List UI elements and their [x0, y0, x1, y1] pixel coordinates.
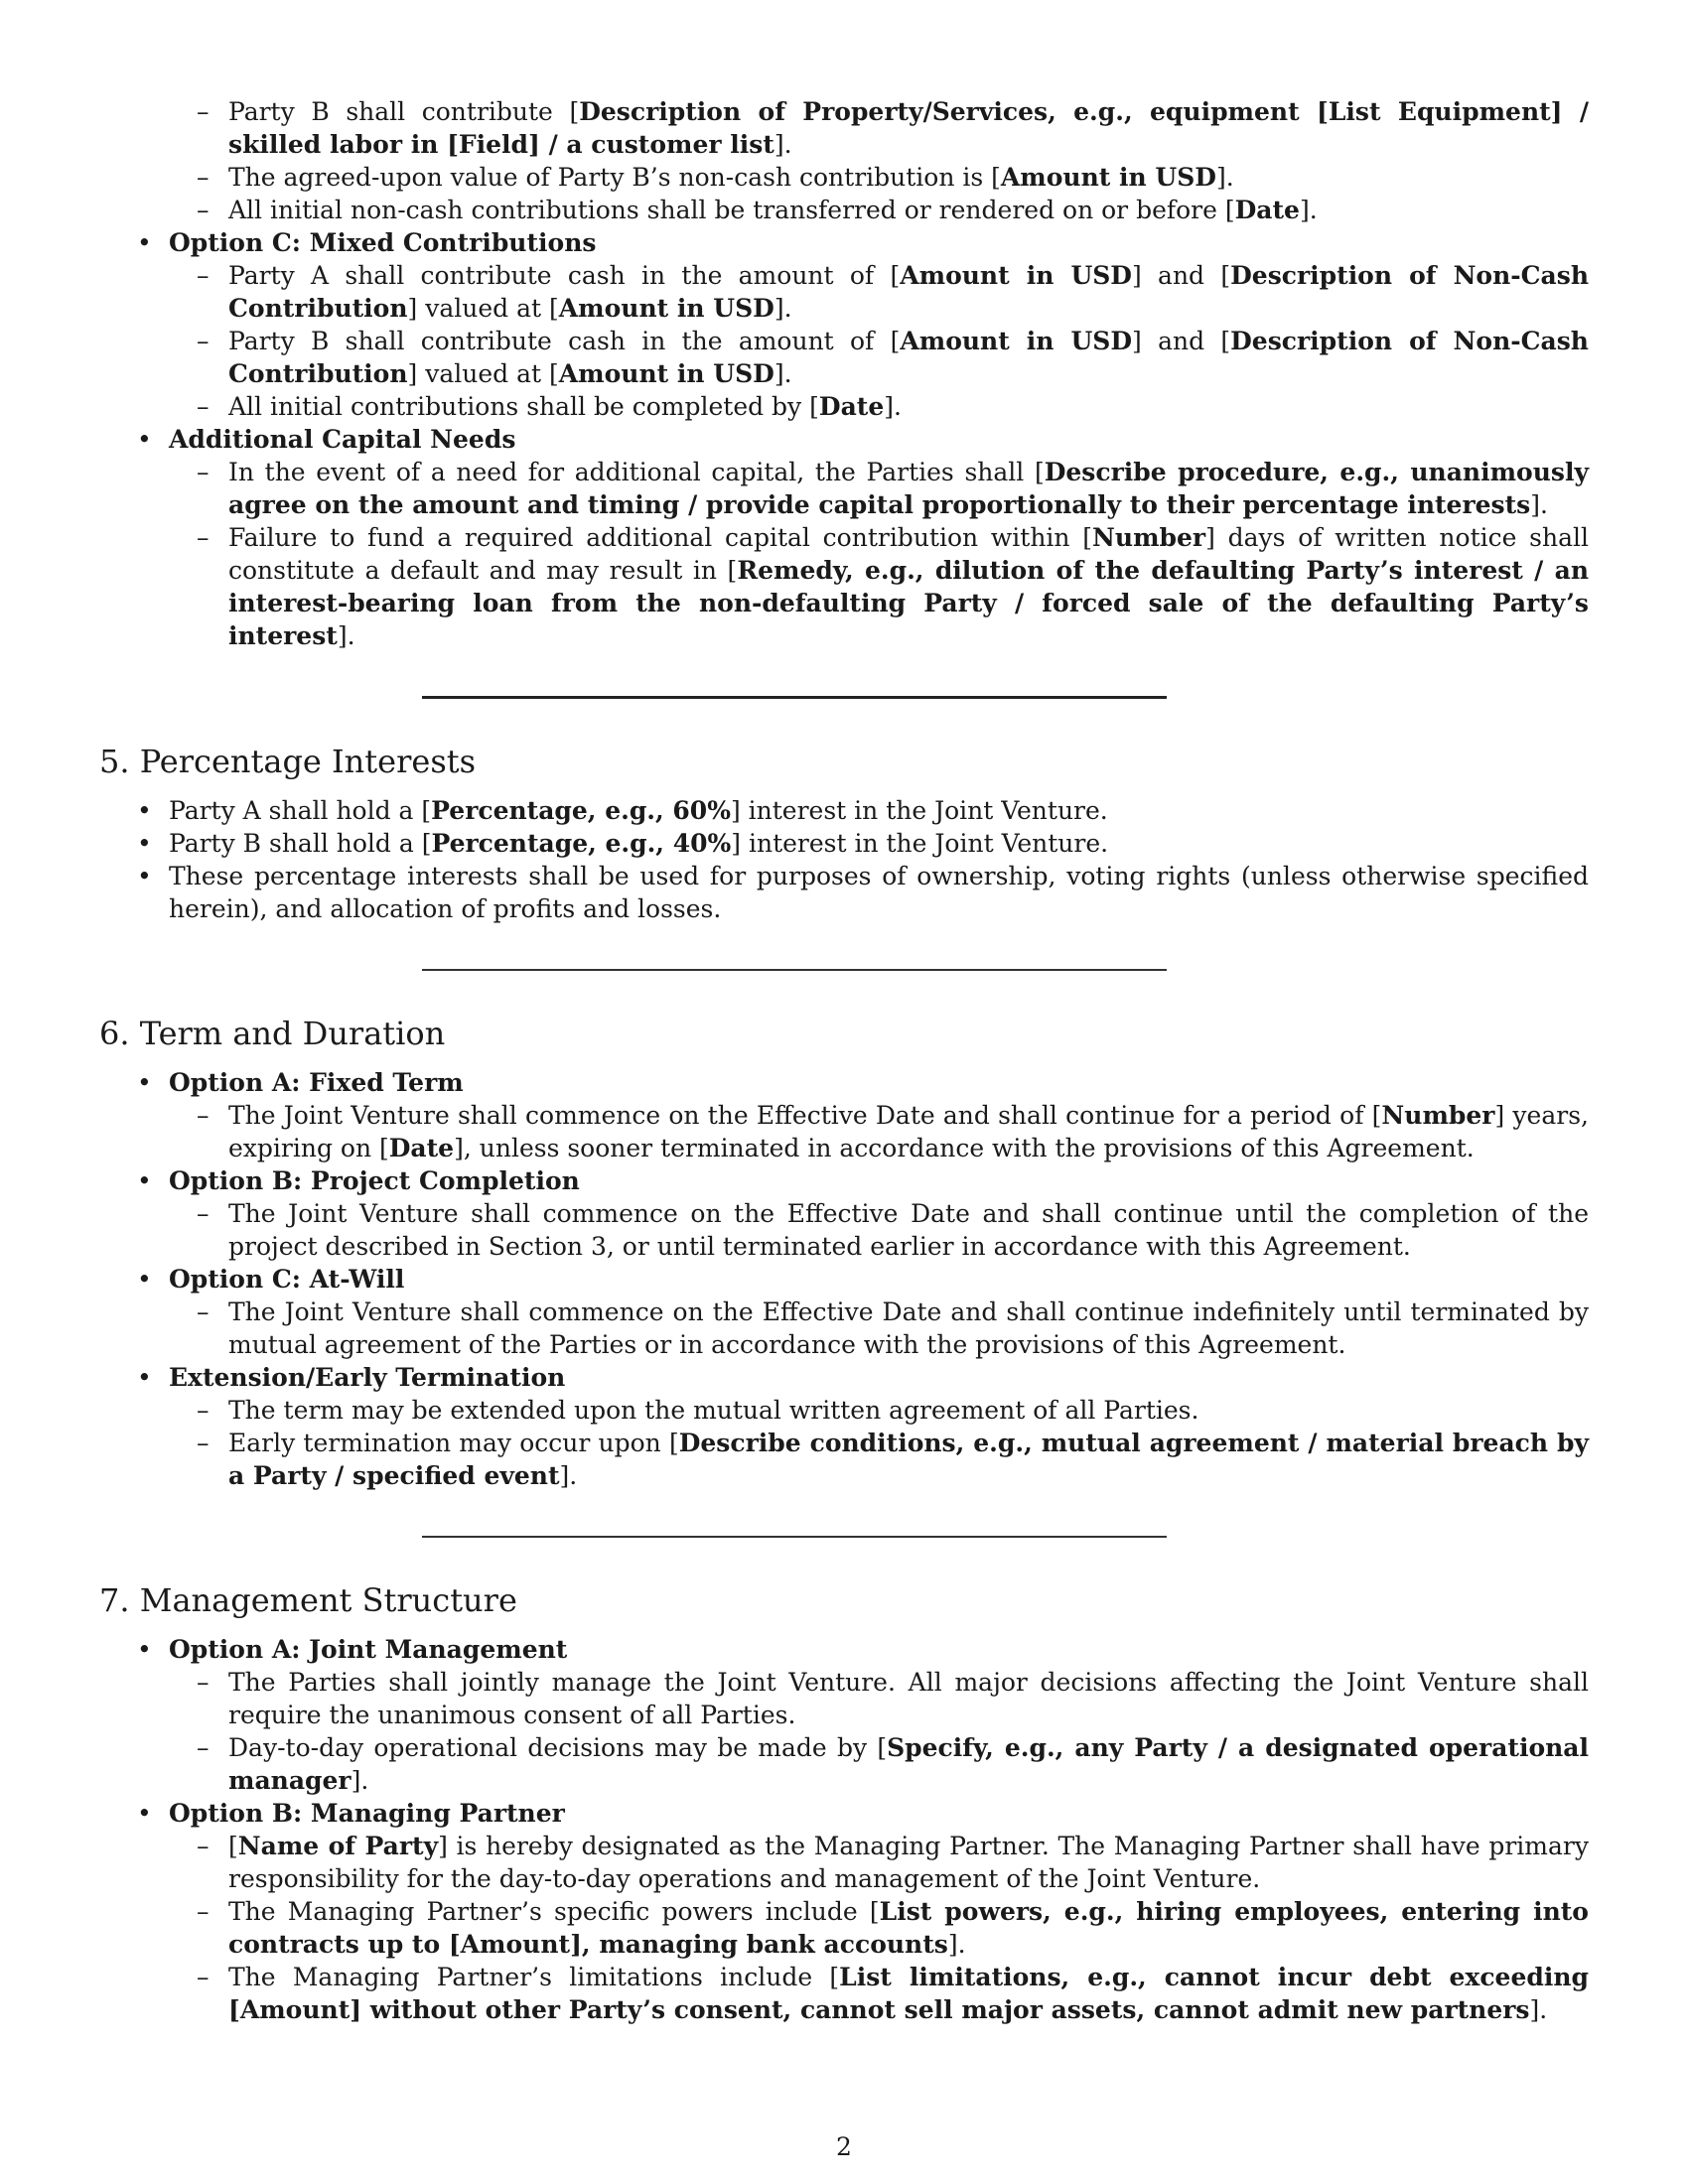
list-item: • Party A shall hold a [Percentage, e.g., 60%] interest in the Joint Venture. [99, 794, 1589, 827]
list-item: – Party A shall contribute cash in the amount of [Amount in USD] and [Description of Non-Cash Contribution] valued at [Amount in USD]. [99, 259, 1589, 325]
list-item: – Party B shall contribute [Description of Property/Services, e.g., equipment [List Equipment] / skilled labor in [Field] / a customer list]. [99, 95, 1589, 161]
list-item: – All initial non-cash contributions shall be transferred or rendered on or before [Date]. [99, 194, 1589, 226]
list-item: – [Name of Party] is hereby designated as the Managing Partner. The Managing Partner shall have primary responsibility for the day-to-day operations and management of the Joint Venture. [99, 1830, 1589, 1895]
list-item: – The agreed-upon value of Party B’s non-cash contribution is [Amount in USD]. [99, 161, 1589, 194]
option-b-title: Option B: Project Completion [169, 1166, 580, 1195]
section-7-list [99, 1633, 1589, 2026]
extension-item [99, 1361, 1589, 1492]
extension-sublist [99, 1394, 1589, 1492]
list-item: • Party B shall hold a [Percentage, e.g., 40%] interest in the Joint Venture. [99, 827, 1589, 860]
list-item: – Day-to-day operational decisions may be made by [Specify, e.g., any Party / a designated operational manager]. [99, 1731, 1589, 1797]
option-c-sublist [99, 259, 1589, 423]
list-item: – All initial contributions shall be completed by [Date]. [99, 390, 1589, 423]
option-b-title: Option B: Managing Partner [169, 1799, 565, 1828]
contributions-options-list [99, 226, 1589, 652]
section-7-heading: 7. Management Structure [99, 1581, 517, 1619]
list-item: – Failure to fund a required additional capital contribution within [Number] days of written notice shall constitute a default and may result in [Remedy, e.g., dilution of the defaulting Party’s interest / an interest-bearing loan from the non-defaulting Party / forced sale of the defaulting Party’s interest]. [99, 521, 1589, 652]
section-6-list [99, 1066, 1589, 1492]
section-divider [422, 696, 1167, 699]
list-item: • These percentage interests shall be used for purposes of ownership, voting rights (unless otherwise specified herein), and allocation of profits and losses. [99, 860, 1589, 925]
option-b-sublist [99, 1197, 1589, 1263]
section-divider [422, 1536, 1167, 1538]
list-item: – The term may be extended upon the mutual written agreement of all Parties. [99, 1394, 1589, 1427]
option-a-sublist [99, 1099, 1589, 1164]
option-c-title: Option C: At-Will [169, 1265, 405, 1294]
list-item: – Early termination may occur upon [Describe conditions, e.g., mutual agreement / material breach by a Party / specified event]. [99, 1427, 1589, 1492]
option-a-title: Option A: Joint Management [169, 1635, 568, 1664]
list-item: – The Managing Partner’s limitations include [List limitations, e.g., cannot incur debt exceeding [Amount] without other Party’s consent, cannot sell major assets, cannot admit new partners]. [99, 1961, 1589, 2026]
option-c-sublist [99, 1296, 1589, 1361]
list-item: – The Parties shall jointly manage the Joint Venture. All major decisions affecting the Joint Venture shall require the unanimous consent of all Parties. [99, 1666, 1589, 1731]
option-a-item [99, 1633, 1589, 1797]
additional-capital-sublist [99, 456, 1589, 652]
option-b-continued-list [99, 95, 1589, 226]
option-b-sublist [99, 1830, 1589, 2026]
option-c-title: Option C: Mixed Contributions [169, 228, 597, 257]
list-item: – In the event of a need for additional capital, the Parties shall [Describe procedure, e.g., unanimously agree on the amount and timing / provide capital proportionally to their percentage interests]. [99, 456, 1589, 521]
option-a-sublist [99, 1666, 1589, 1797]
list-item: – The Joint Venture shall commence on the Effective Date and shall continue indefinitely until terminated by mutual agreement of the Parties or in accordance with the provisions of this Agreement. [99, 1296, 1589, 1361]
option-a-title: Option A: Fixed Term [169, 1068, 464, 1097]
list-item: – The Joint Venture shall commence on the Effective Date and shall continue for a period of [Number] years, expiring on [Date], unless sooner terminated in accordance with the provisions of this Agreement. [99, 1099, 1589, 1164]
extension-title: Extension/Early Termination [169, 1363, 566, 1392]
list-item: – The Managing Partner’s specific powers include [List powers, e.g., hiring employees, entering into contracts up to [Amount], managing bank accounts]. [99, 1895, 1589, 1961]
section-6-heading: 6. Term and Duration [99, 1015, 446, 1052]
option-b-item [99, 1164, 1589, 1263]
option-a-item [99, 1066, 1589, 1164]
section-divider [422, 969, 1167, 971]
option-c-item [99, 1263, 1589, 1361]
document-page [99, 95, 1589, 2026]
option-c-item [99, 226, 1589, 423]
list-item: – The Joint Venture shall commence on the Effective Date and shall continue until the completion of the project described in Section 3, or until terminated earlier in accordance with this Agreement. [99, 1197, 1589, 1263]
section-5-heading: 5. Percentage Interests [99, 743, 477, 780]
list-item: – Party B shall contribute cash in the amount of [Amount in USD] and [Description of Non-Cash Contribution] valued at [Amount in USD]. [99, 325, 1589, 390]
section-5-list [99, 794, 1589, 925]
option-b-item [99, 1797, 1589, 2026]
page-number: 2 [836, 2132, 852, 2161]
additional-capital-title: Additional Capital Needs [169, 425, 516, 454]
additional-capital-item [99, 423, 1589, 652]
